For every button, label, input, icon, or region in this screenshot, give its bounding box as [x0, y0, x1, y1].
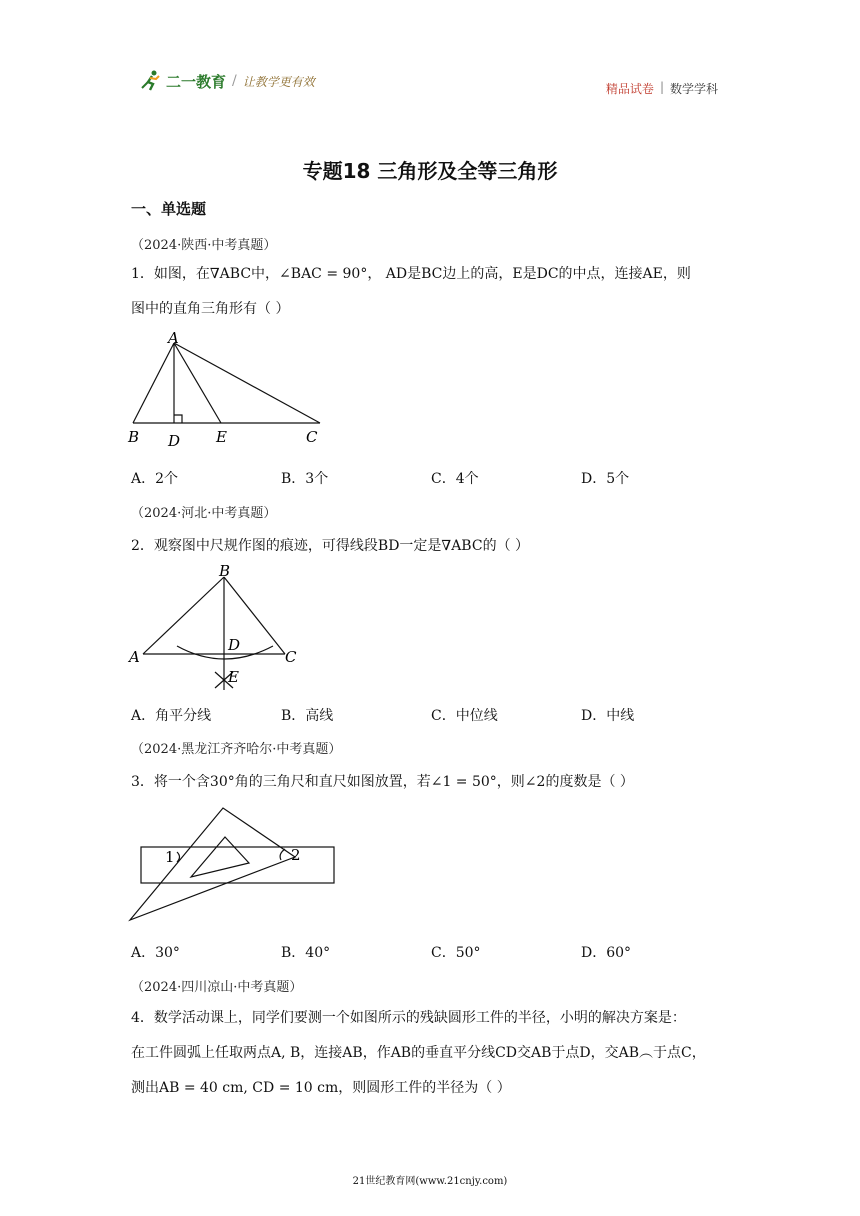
page-footer: 21世纪教育网(www.21cnjy.com) — [352, 1176, 508, 1187]
q2-options — [131, 705, 731, 725]
q3-options — [131, 942, 731, 962]
q3-option-c[interactable]: C．50° — [431, 945, 481, 961]
header-slash: / — [232, 73, 237, 89]
tag-subject: 数学学科 — [669, 82, 718, 96]
q2-label-e: E — [228, 668, 239, 686]
q1-label-a: A — [168, 330, 179, 347]
q2-segment-ab — [143, 577, 224, 654]
q3-angle-2-arc — [280, 849, 285, 860]
q1-options — [131, 468, 731, 488]
q4-source: （2024·四川凉山·中考真题） — [131, 980, 303, 995]
brand-name: 二一教育 — [166, 72, 227, 91]
q2-label-b: B — [219, 562, 231, 580]
q2-option-a[interactable]: A．角平分线 — [131, 708, 212, 724]
q4-text-line3: 测出AB = 40 cm, CD = 10 cm，则圆形工件的半径为（ ） — [131, 1080, 511, 1096]
q1-option-b[interactable]: B．3个 — [281, 471, 329, 487]
q2-text-line1: 2．观察图中尺规作图的痕迹，可得线段BD一定是∇ABC的（ ） — [131, 538, 530, 554]
q4-text-line1: 4．数学活动课上，同学们要测一个如图所示的残缺圆形工件的半径，小明的解决方案是： — [131, 1010, 686, 1026]
brand-slogan: 让教学更有效 — [242, 74, 315, 89]
header-logo — [140, 70, 315, 92]
q2-construction-arc — [177, 646, 273, 659]
tag-separator: | — [659, 80, 664, 94]
q3-source: （2024·黑龙江齐齐哈尔·中考真题） — [131, 742, 342, 757]
header-tags — [606, 80, 718, 97]
q1-label-e: E — [216, 428, 227, 446]
q2-option-b[interactable]: B．高线 — [281, 708, 334, 724]
q1-segment-ac — [174, 343, 320, 423]
tag-premium: 精品试卷 — [605, 82, 654, 96]
q4-text-line2: 在工件圆弧上任取两点A, B，连接AB，作AB的垂直平分线CD交AB于点D，交AB︵于点C， — [131, 1045, 706, 1061]
q2-source: （2024·河北·中考真题） — [131, 506, 277, 521]
q3-set-square-inner — [191, 837, 249, 877]
q1-segment-ab — [133, 343, 174, 423]
q2-figure — [125, 560, 315, 695]
q1-option-d[interactable]: D．5个 — [581, 471, 630, 487]
q1-figure — [125, 330, 335, 452]
q1-right-angle-mark — [174, 415, 182, 423]
q1-segment-ae — [174, 343, 221, 423]
q3-figure — [125, 800, 345, 930]
runner-logo-icon — [140, 70, 162, 92]
q1-label-b: B — [128, 428, 140, 446]
q1-option-a[interactable]: A．2个 — [131, 471, 179, 487]
q3-label-angle-1: 1 — [165, 848, 175, 866]
page-title: 专题18 三角形及全等三角形 — [302, 159, 558, 183]
q3-option-b[interactable]: B．40° — [281, 945, 331, 961]
section-heading: 一、单选题 — [131, 200, 207, 218]
q2-label-d: D — [228, 636, 241, 654]
q1-text-line2: 图中的直角三角形有（ ） — [131, 301, 290, 317]
q1-source: （2024·陕西·中考真题） — [131, 238, 277, 253]
q1-label-d: D — [168, 432, 181, 450]
q3-label-angle-2: 2 — [291, 846, 301, 864]
q1-label-c: C — [306, 428, 318, 446]
q3-set-square-outer — [130, 808, 295, 920]
q2-label-c: C — [285, 648, 297, 666]
q2-option-c[interactable]: C．中位线 — [431, 708, 498, 724]
q3-option-d[interactable]: D．60° — [581, 945, 632, 961]
q1-text-line1: 1．如图，在∇ABC中，∠BAC = 90°， AD是BC边上的高，E是DC的中点，连接AE，则 — [131, 266, 691, 282]
q3-text-line1: 3．将一个含30°角的三角尺和直尺如图放置，若∠1 = 50°，则∠2的度数是（ ） — [131, 774, 634, 790]
q2-label-a: A — [129, 648, 140, 666]
q1-option-c[interactable]: C．4个 — [431, 471, 479, 487]
q3-option-a[interactable]: A．30° — [131, 945, 180, 961]
q2-option-d[interactable]: D．中线 — [581, 708, 635, 724]
